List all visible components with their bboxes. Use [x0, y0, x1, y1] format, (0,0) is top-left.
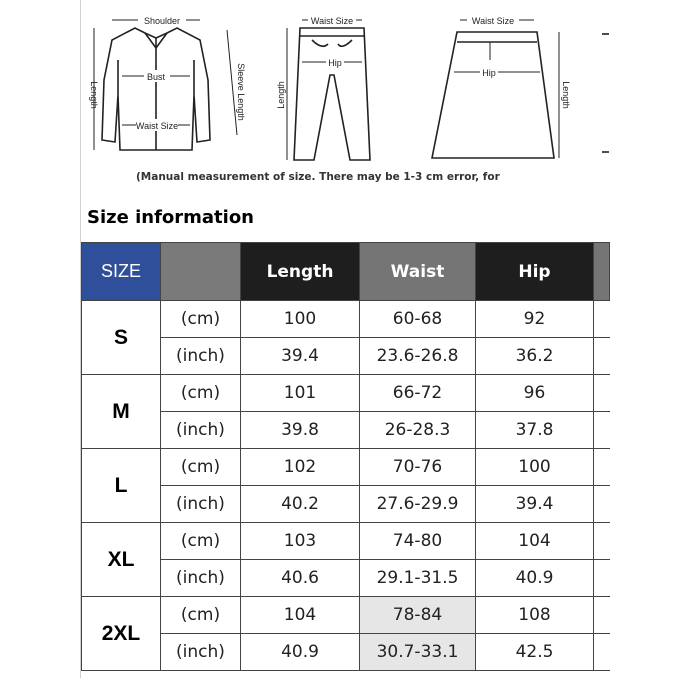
skirt-hip-label: Hip — [482, 68, 496, 78]
measurement-diagrams — [82, 0, 609, 195]
table-row — [82, 523, 610, 560]
hip-cell: 37.8 — [476, 412, 594, 449]
hip-cell: 96 — [476, 375, 594, 412]
table-row — [82, 375, 610, 412]
hip-cell: 104 — [476, 523, 594, 560]
pants-waist-size-label: Waist Size — [310, 16, 354, 26]
extra-cell — [594, 375, 610, 412]
extra-cell — [594, 523, 610, 560]
length-cell: 103 — [241, 523, 360, 560]
unit-cell: (inch) — [161, 560, 241, 597]
header-waist: Waist — [360, 243, 476, 301]
hip-cell: 36.2 — [476, 338, 594, 375]
waist-cell: 60-68 — [360, 301, 476, 338]
size-cell: M — [82, 375, 161, 449]
waist-cell: 78-84 — [360, 597, 476, 634]
unit-cell: (inch) — [161, 338, 241, 375]
hip-cell: 40.9 — [476, 560, 594, 597]
hip-cell: 39.4 — [476, 486, 594, 523]
extra-cell — [594, 634, 610, 671]
table-row — [82, 597, 610, 634]
shoulder-label: Shoulder — [143, 16, 181, 26]
extra-cell — [594, 597, 610, 634]
length-cell: 39.4 — [241, 338, 360, 375]
unit-cell: (cm) — [161, 597, 241, 634]
extra-cell — [594, 486, 610, 523]
measurement-illustration — [82, 0, 609, 195]
length-cell: 102 — [241, 449, 360, 486]
size-cell: 2XL — [82, 597, 161, 671]
waist-cell: 74-80 — [360, 523, 476, 560]
table-row — [82, 301, 610, 338]
extra-cell — [594, 338, 610, 375]
length-cell: 100 — [241, 301, 360, 338]
unit-cell: (cm) — [161, 523, 241, 560]
unit-cell: (cm) — [161, 301, 241, 338]
skirt-diagram — [432, 20, 609, 158]
length-cell: 39.8 — [241, 412, 360, 449]
size-cell: XL — [82, 523, 161, 597]
waist-cell: 66-72 — [360, 375, 476, 412]
waist-cell: 26-28.3 — [360, 412, 476, 449]
unit-cell: (cm) — [161, 375, 241, 412]
pants-hip-label: Hip — [328, 58, 342, 68]
skirt-length-label: Length — [561, 81, 571, 109]
extra-cell — [594, 560, 610, 597]
size-table — [81, 242, 610, 671]
size-cell: L — [82, 449, 161, 523]
header-hip: Hip — [476, 243, 594, 301]
length-label: Length — [89, 81, 99, 109]
size-cell: S — [82, 301, 161, 375]
waist-cell: 30.7-33.1 — [360, 634, 476, 671]
unit-cell: (inch) — [161, 486, 241, 523]
length-cell: 101 — [241, 375, 360, 412]
bust-label: Bust — [146, 72, 166, 82]
table-header-row — [82, 243, 610, 301]
table-row — [82, 412, 610, 449]
waist-cell: 29.1-31.5 — [360, 560, 476, 597]
pants-length-label: Length — [276, 81, 286, 109]
waist-cell: 27.6-29.9 — [360, 486, 476, 523]
pants-diagram — [287, 20, 370, 160]
waist-cell: 70-76 — [360, 449, 476, 486]
hip-cell: 108 — [476, 597, 594, 634]
unit-cell: (cm) — [161, 449, 241, 486]
header-unit — [161, 243, 241, 301]
section-title: Size information — [87, 207, 255, 228]
length-cell: 40.9 — [241, 634, 360, 671]
hip-cell: 92 — [476, 301, 594, 338]
extra-cell — [594, 412, 610, 449]
table-row — [82, 449, 610, 486]
header-extra — [594, 243, 610, 301]
unit-cell: (inch) — [161, 412, 241, 449]
header-size: SIZE — [82, 243, 161, 301]
unit-cell: (inch) — [161, 634, 241, 671]
table-row — [82, 338, 610, 375]
table-row — [82, 486, 610, 523]
skirt-waist-size-label: Waist Size — [471, 16, 515, 26]
sleeve-length-label: Sleeve Length — [236, 63, 246, 121]
length-cell: 40.2 — [241, 486, 360, 523]
hip-cell: 42.5 — [476, 634, 594, 671]
hip-cell: 100 — [476, 449, 594, 486]
waist-size-label: Waist Size — [135, 121, 179, 131]
length-cell: 40.6 — [241, 560, 360, 597]
length-cell: 104 — [241, 597, 360, 634]
table-row — [82, 560, 610, 597]
extra-cell — [594, 301, 610, 338]
extra-cell — [594, 449, 610, 486]
table-row — [82, 634, 610, 671]
header-length: Length — [241, 243, 360, 301]
measurement-note: (Manual measurement of size. There may be 1-3 cm error, for — [136, 171, 500, 183]
waist-cell: 23.6-26.8 — [360, 338, 476, 375]
